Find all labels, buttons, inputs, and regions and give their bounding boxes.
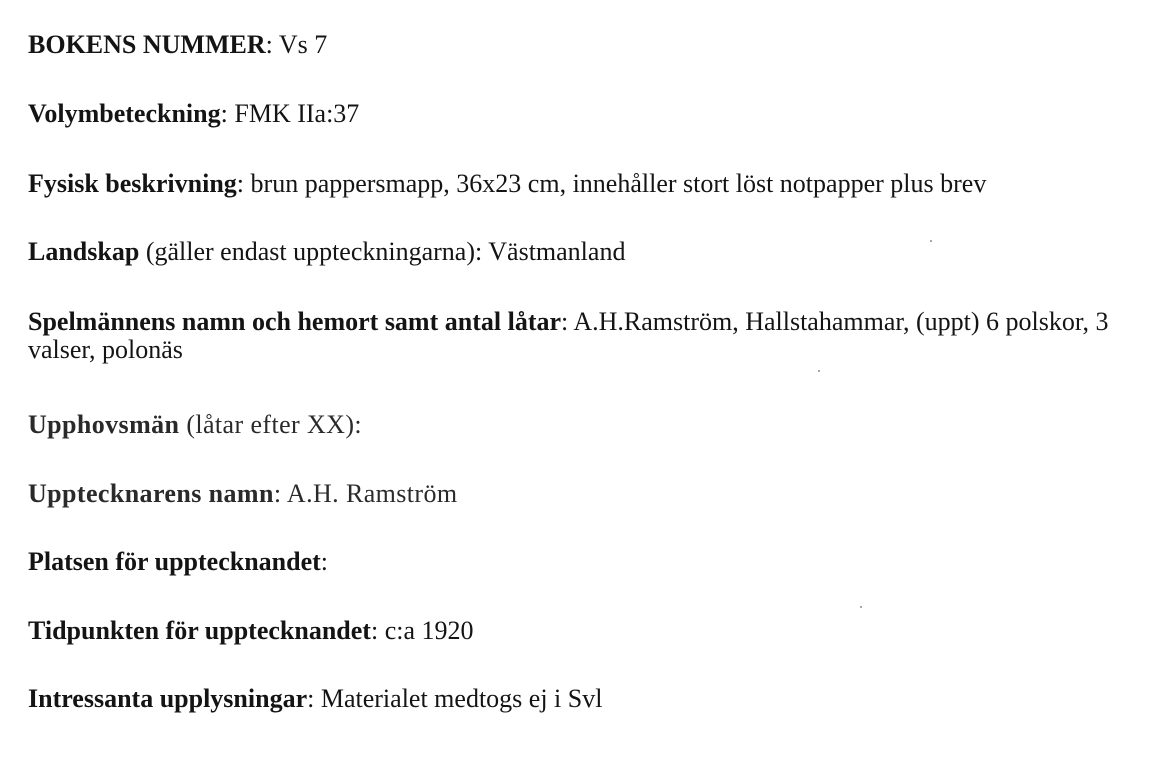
field-label: Upphovsmän	[28, 410, 180, 439]
field-label: Intressanta upplysningar	[28, 684, 308, 713]
field-fysisk-beskrivning	[28, 170, 1153, 198]
field-value: Vs 7	[278, 30, 328, 59]
field-separator: :	[370, 616, 385, 645]
field-value: FMK IIa:37	[234, 99, 360, 128]
field-bokens-nummer	[28, 31, 1153, 59]
field-separator: :	[273, 479, 287, 508]
field-label: Fysisk beskrivning	[28, 169, 237, 198]
field-value: c:a 1920	[384, 616, 474, 645]
field-label: Landskap	[28, 237, 140, 266]
field-value: Materialet medtogs ej i Svl	[320, 684, 603, 713]
field-separator: :	[320, 547, 329, 576]
field-separator: :	[265, 30, 279, 59]
field-separator: :	[236, 169, 251, 198]
field-intressanta-upplysningar	[28, 685, 1153, 713]
field-tidpunkten	[28, 617, 1153, 645]
field-upptecknarens-namn	[28, 480, 1153, 508]
field-value: (låtar efter XX):	[186, 410, 363, 439]
field-value: brun pappersmapp, 36x23 cm, innehåller stort löst notpapper plus brev	[250, 169, 987, 198]
field-landskap	[28, 238, 1153, 266]
field-label: Tidpunkten för upptecknandet	[28, 616, 371, 645]
field-separator: :	[220, 99, 235, 128]
scan-speck	[860, 606, 862, 608]
field-separator: :	[561, 307, 574, 336]
field-value: (gäller endast uppteckningarna): Västmanland	[145, 237, 626, 266]
field-label: Volymbeteckning	[28, 99, 221, 128]
field-separator: :	[307, 684, 321, 713]
field-label: Spelmännens namn och hemort samt antal låtar	[28, 307, 562, 336]
field-volymbeteckning	[28, 100, 1153, 128]
field-label: BOKENS NUMMER	[28, 30, 266, 59]
field-label: Upptecknarens namn	[28, 479, 274, 508]
field-value: A.H. Ramström	[286, 479, 458, 508]
scan-speck	[930, 240, 932, 242]
field-value: A.H.Ramström, Hallstahammar, (uppt) 6 polskor, 3 valser, polonäs	[28, 307, 1109, 364]
field-spelmannens-namn	[28, 308, 1153, 364]
scan-speck	[818, 370, 820, 372]
field-platsen	[28, 548, 1153, 576]
field-upphovsman	[28, 411, 1153, 439]
field-label: Platsen för upptecknandet	[28, 547, 321, 576]
